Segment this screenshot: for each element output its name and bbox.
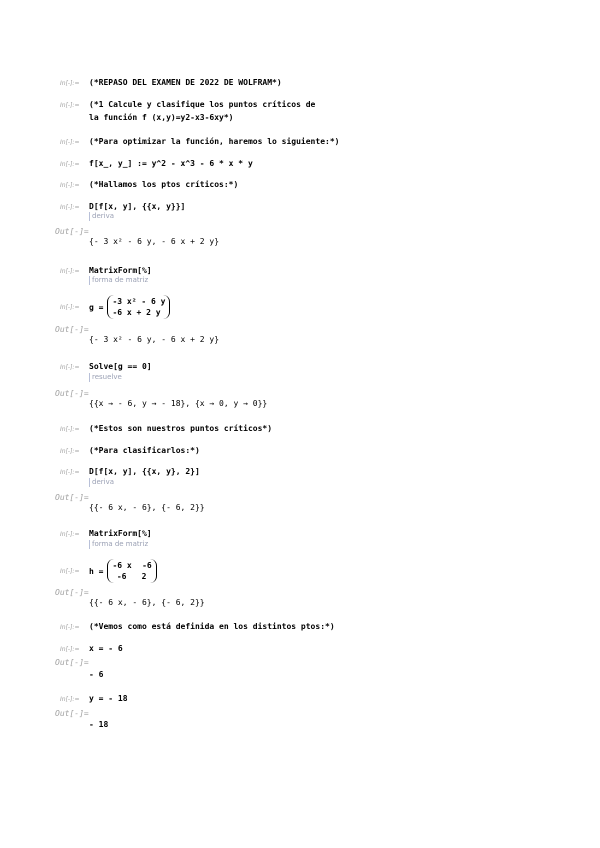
output-label: Out[-]= [55,325,89,334]
x-output: - 6 [89,670,104,679]
input-label: In[-]:= [60,531,80,538]
matrix-cell: 2 [141,572,147,581]
matrix-cell: -6 [142,561,152,570]
hessian-output: {{- 6 x, - 6}, {- 6, 2}} [89,598,205,607]
output-label: Out[-]= [55,389,89,398]
function-hint[interactable]: deriva [89,212,114,221]
input-label: In[-]:= [60,139,80,146]
input-label: In[-]:= [60,469,80,476]
output-label: Out[-]= [55,588,89,597]
matrixform-input[interactable]: MatrixForm[%] [89,266,152,275]
matrix-cell: -6 x [112,561,132,570]
comment-input[interactable]: (*Hallamos los ptos críticos:*) [89,180,239,189]
input-label: In[-]:= [60,624,80,631]
matrixform-input[interactable]: MatrixForm[%] [89,529,152,538]
function-definition-input[interactable]: f[x_, y_] := y^2 - x^3 - 6 * x * y [89,159,253,168]
input-label: In[-]:= [60,448,80,455]
input-label: In[-]:= [60,696,80,703]
input-label: In[-]:= [60,646,80,653]
function-hint[interactable]: forma de matriz [89,540,148,549]
input-label: In[-]:= [60,268,80,275]
comment-input-line1[interactable]: (*1 Calcule y clasifique los puntos críticos de [89,100,316,109]
comment-input-line2[interactable]: la función f (x,y)=y2-x3-6xy*) [89,113,234,122]
comment-input[interactable]: (*Estos son nuestros puntos críticos*) [89,424,273,433]
input-label: In[-]:= [60,426,80,433]
solve-input[interactable]: Solve[g == 0] [89,362,152,371]
gradient-output: {- 3 x² - 6 y, - 6 x + 2 y} [89,237,220,246]
input-label: In[-]:= [60,364,80,371]
gradient-output: {- 3 x² - 6 y, - 6 x + 2 y} [89,335,220,344]
function-hint[interactable]: deriva [89,478,114,487]
assign-y-input[interactable]: y = - 18 [89,694,128,703]
output-label: Out[-]= [55,227,89,236]
matrix-grid [107,295,170,319]
matrix-cell: -6 x + 2 y [112,308,161,317]
matrix-lhs: h = [89,566,104,576]
input-label: In[-]:= [60,568,80,575]
function-hint[interactable]: resuelve [89,373,122,382]
output-label: Out[-]= [55,493,89,502]
function-hint[interactable]: forma de matriz [89,276,148,285]
output-label: Out[-]= [55,709,89,718]
solutions-output: {{x → - 6, y → - 18}, {x → 0, y → 0}} [89,399,268,408]
input-label: In[-]:= [60,80,80,87]
matrix-cell: -6 [116,572,127,581]
output-label: Out[-]= [55,658,89,667]
comment-input[interactable]: (*REPASO DEL EXAMEN DE 2022 DE WOLFRAM*) [89,78,282,87]
hessian-output: {{- 6 x, - 6}, {- 6, 2}} [89,503,205,512]
matrix-cell: -3 x² - 6 y [112,297,166,306]
input-label: In[-]:= [60,304,80,311]
input-label: In[-]:= [60,161,80,168]
y-output: - 18 [89,720,109,729]
input-label: In[-]:= [60,204,80,211]
matrix-lhs: g = [89,302,104,312]
matrix-grid [107,559,156,583]
matrix-h-input[interactable] [89,559,157,583]
input-label: In[-]:= [60,102,80,109]
comment-input[interactable]: (*Vemos como está definida en los distintos ptos:*) [89,622,335,631]
matrix-g-input[interactable] [89,295,170,319]
comment-input[interactable]: (*Para clasificarlos:*) [89,446,200,455]
input-label: In[-]:= [60,182,80,189]
comment-input[interactable]: (*Para optimizar la función, haremos lo siguiente:*) [89,137,340,146]
assign-x-input[interactable]: x = - 6 [89,644,123,653]
derivative-input[interactable]: D[f[x, y], {{x, y}}] [89,202,186,211]
hessian-input[interactable]: D[f[x, y], {{x, y}, 2}] [89,467,200,476]
